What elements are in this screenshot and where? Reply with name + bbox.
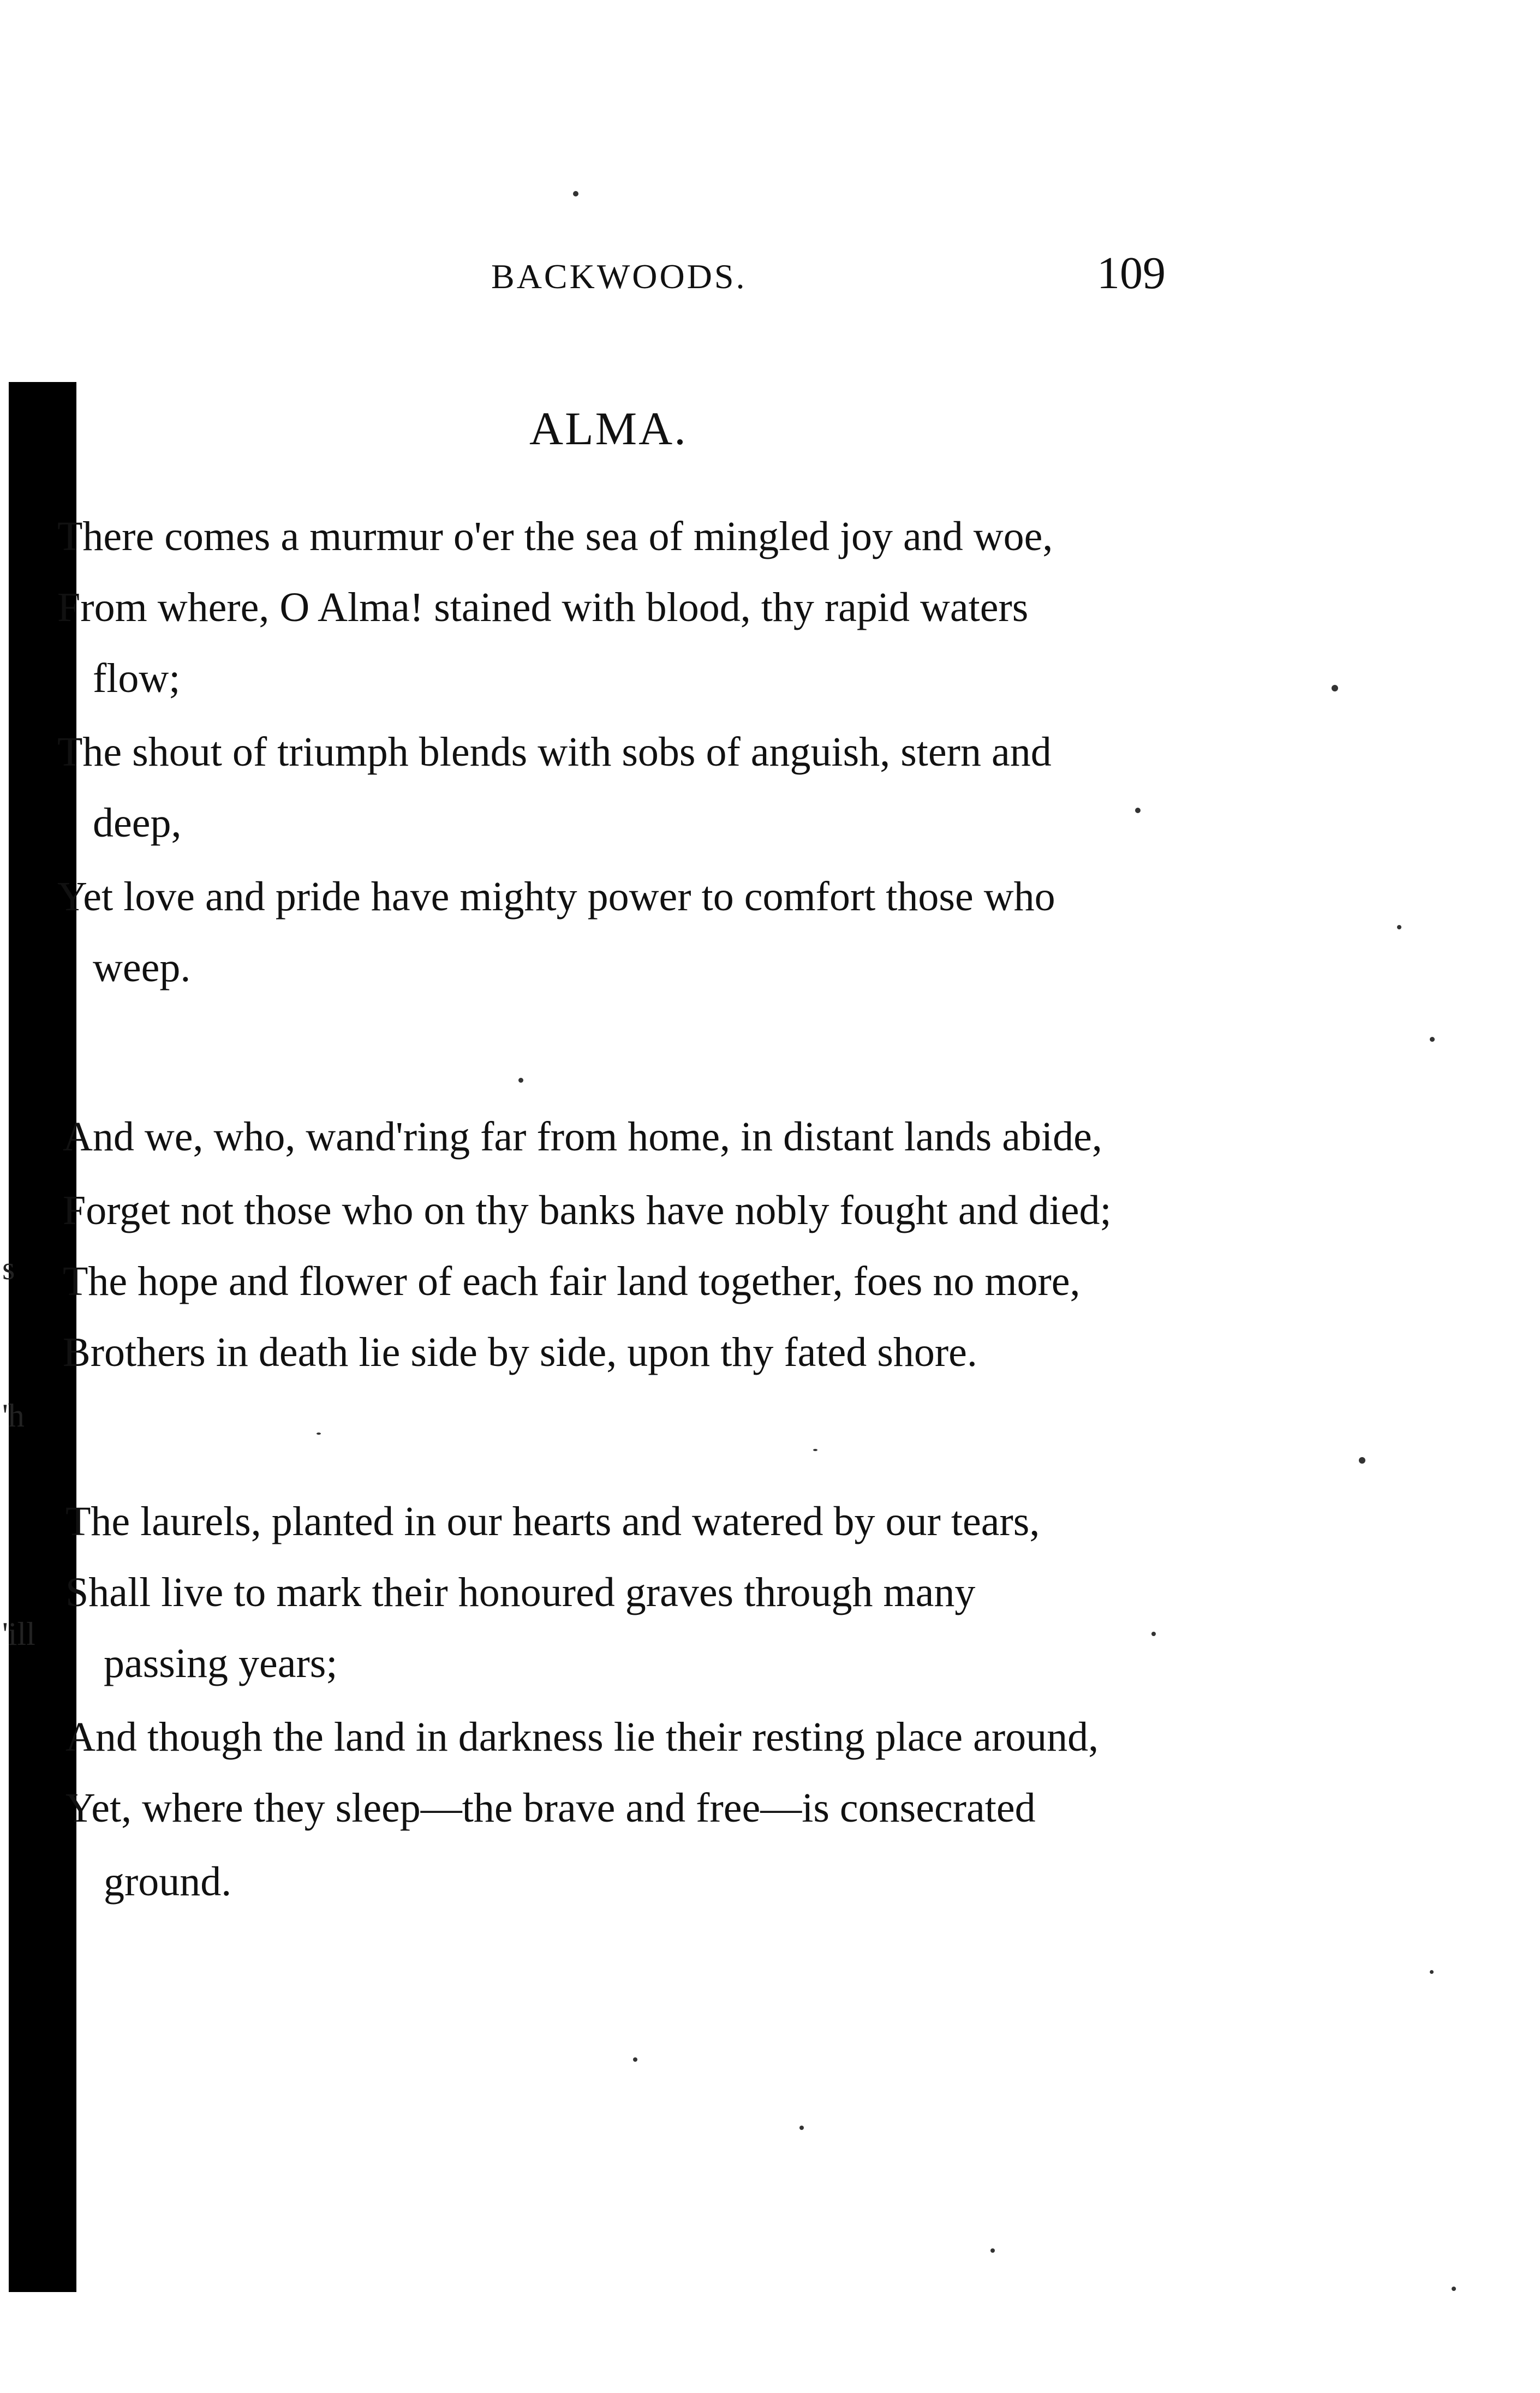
scan-speck xyxy=(1151,1632,1156,1636)
poem-line: The hope and flower of each fair land together, foes no more, xyxy=(63,1258,1081,1304)
scan-speck xyxy=(1332,685,1338,691)
scan-speck xyxy=(1452,2287,1456,2291)
poem-line: flow; xyxy=(93,655,181,701)
poem-line: There comes a murmur o'er the sea of mingled joy and woe, xyxy=(57,514,1053,559)
scan-speck xyxy=(1430,1037,1435,1042)
poem-line: Yet love and pride have mighty power to comfort those who xyxy=(57,874,1055,920)
scan-speck xyxy=(813,1449,817,1451)
margin-fragment: 'h xyxy=(2,1398,25,1434)
poem-line: Brothers in death lie side by side, upon thy fated shore. xyxy=(63,1329,977,1375)
poem-line: Shall live to mark their honoured graves through many xyxy=(65,1570,976,1615)
poem-line: And we, who, wand'ring far from home, in distant lands abide, xyxy=(63,1114,1102,1160)
poem-line: passing years; xyxy=(104,1640,338,1686)
scan-speck xyxy=(990,2248,995,2253)
scan-speck xyxy=(1397,925,1401,929)
scan-speck xyxy=(518,1078,523,1083)
scan-speck xyxy=(1359,1457,1365,1464)
scan-speck xyxy=(317,1433,321,1435)
scan-speck xyxy=(799,2126,804,2130)
poem-line: From where, O Alma! stained with blood, thy rapid waters xyxy=(57,584,1029,630)
poem-line: ground. xyxy=(104,1859,232,1905)
margin-fragment: 'ill xyxy=(2,1616,35,1652)
poem-line: Forget not those who on thy banks have nobly fought and died; xyxy=(63,1187,1112,1233)
poem-line: The laurels, planted in our hearts and watered by our tears, xyxy=(65,1499,1040,1544)
poem-line: The shout of triumph blends with sobs of anguish, stern and xyxy=(57,729,1052,775)
running-head: BACKWOODS. xyxy=(491,257,747,296)
page-number: 109 xyxy=(1097,248,1166,299)
poem-title: ALMA. xyxy=(529,402,688,455)
poem-line: weep. xyxy=(93,945,191,990)
scan-speck xyxy=(1135,808,1141,813)
scan-speck xyxy=(1430,1970,1434,1974)
scan-speck xyxy=(573,191,578,196)
poem-line: And though the land in darkness lie their resting place around, xyxy=(65,1714,1099,1760)
binding-edge xyxy=(0,382,9,2292)
scan-speck xyxy=(633,2057,637,2062)
margin-fragment: s xyxy=(2,1250,15,1286)
poem-line: Yet, where they sleep—the brave and free—is consecrated xyxy=(65,1785,1036,1831)
poem-line: deep, xyxy=(93,800,182,846)
